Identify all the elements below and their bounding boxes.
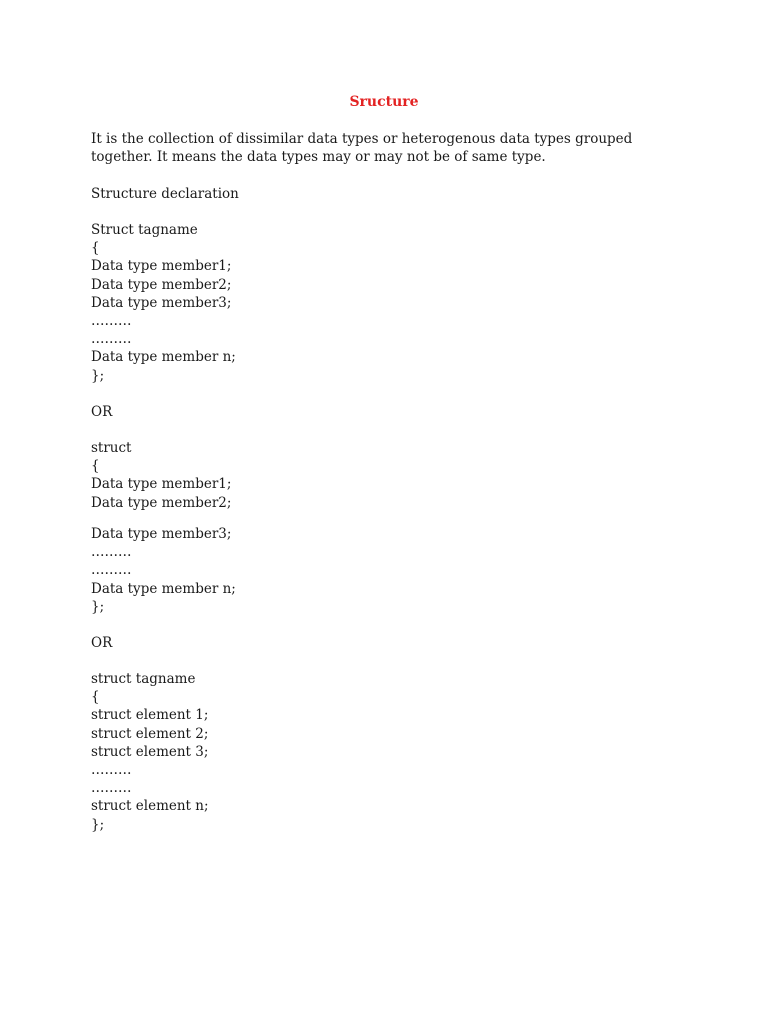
or-separator: OR	[91, 404, 113, 420]
code-line: struct element 3;	[91, 743, 209, 760]
code-line: ………	[91, 331, 132, 348]
code-line: };	[91, 367, 105, 384]
code-line: {	[91, 689, 100, 706]
code-form-3	[91, 670, 651, 834]
or-separator-1-block	[91, 403, 651, 421]
code-form-1	[91, 221, 651, 385]
code-line: {	[91, 240, 100, 257]
or-separator-2-block	[91, 634, 651, 652]
intro-line-1: It is the collection of dissimilar data types or heterogenous data types grouped	[91, 131, 633, 147]
code-line: ………	[91, 762, 132, 779]
page-title: Sructure	[349, 94, 419, 110]
code-line: Data type member n;	[91, 349, 236, 366]
code-line: ………	[91, 780, 132, 797]
intro-paragraph	[91, 130, 651, 166]
intro-line-2: together. It means the data types may or may not be of same type.	[91, 149, 546, 166]
code-line: struct element n;	[91, 798, 209, 815]
code-form-2a	[91, 439, 651, 512]
or-separator: OR	[91, 635, 113, 651]
code-line: };	[91, 816, 105, 833]
code-line: Data type member2;	[91, 494, 232, 511]
code-line: struct element 1;	[91, 707, 209, 724]
code-line: };	[91, 598, 105, 615]
code-line: Data type member2;	[91, 276, 232, 293]
code-line: {	[91, 458, 100, 475]
code-line: ………	[91, 544, 132, 561]
code-line: struct element 2;	[91, 725, 209, 742]
code-line: Data type member3;	[91, 294, 232, 311]
code-line: ………	[91, 562, 132, 579]
code-line: Data type member n;	[91, 580, 236, 597]
code-line: Data type member1;	[91, 258, 232, 275]
code-line: Struct tagname	[91, 222, 198, 238]
declaration-heading: Structure declaration	[91, 186, 239, 202]
code-line: struct tagname	[91, 671, 196, 687]
code-line: ………	[91, 313, 132, 330]
code-form-2b	[91, 525, 651, 616]
code-line: struct	[91, 440, 132, 456]
code-line: Data type member3;	[91, 526, 232, 542]
declaration-heading-block	[91, 185, 651, 203]
code-line: Data type member1;	[91, 476, 232, 493]
